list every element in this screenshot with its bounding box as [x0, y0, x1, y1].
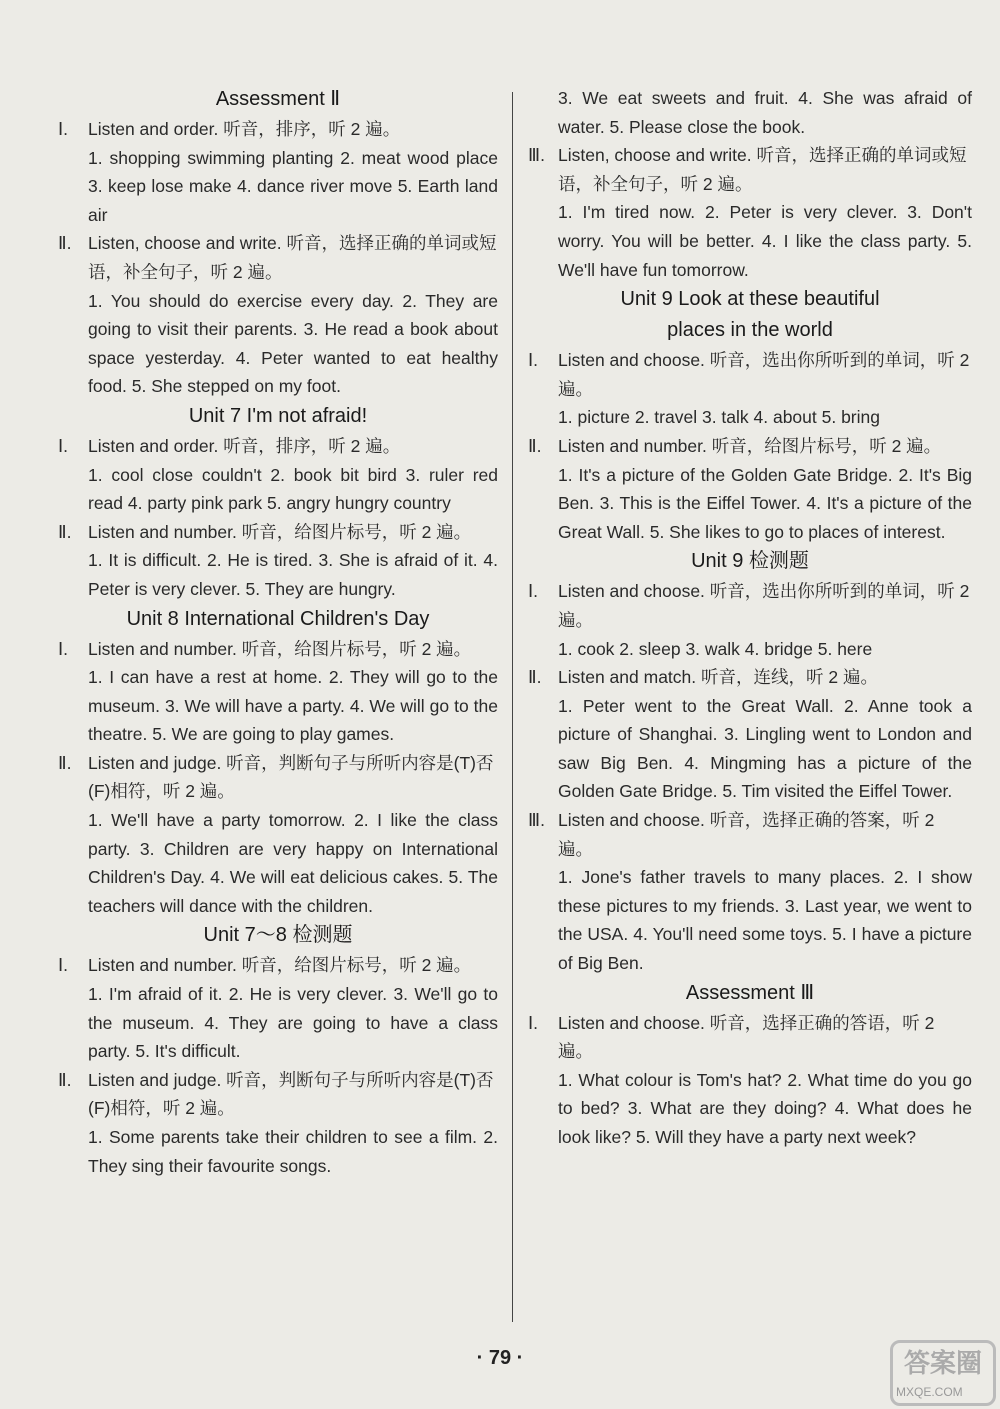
question	[528, 141, 972, 198]
answer-text: 1. I can have a rest at home. 2. They will go to the museum. 3. We will have a party. 4. We will go to the theatre. 5. We are going to play games.	[88, 667, 498, 745]
section-title: Unit 9 检测题	[691, 550, 809, 573]
question-number: Ⅰ.	[528, 350, 539, 371]
question	[58, 229, 498, 286]
watermark-url: MXQE.COM	[896, 1385, 963, 1399]
answer-text: 1. We'll have a party tomorrow. 2. I like the class party. 3. Children are very happy on International Children's Day. 4. We will eat delicious cakes. 5. The teachers will dance with the children.	[88, 810, 498, 916]
answer-text: 1. picture 2. travel 3. talk 4. about 5. bring	[558, 407, 880, 428]
question-number: Ⅱ.	[528, 435, 542, 456]
question-label: Listen and order. 听音，排序，听 2 遍。	[88, 435, 401, 456]
question-label: Listen, choose and write. 听音，选择正确的单词或短语，补全句子，听 2 遍。	[88, 233, 497, 282]
question-number: Ⅲ.	[528, 810, 545, 831]
question-number: Ⅰ.	[528, 1012, 539, 1033]
answer-text: 1. Jone's father travels to many places. 2. I show these pictures to my friends. 3. Last year, we went to the USA. 4. You'll need some toys. 5. I have a picture of Big Ben.	[558, 867, 972, 974]
answer-text: 1. Some parents take their children to see a film. 2. They sing their favourite songs.	[88, 1127, 498, 1176]
question-label: Listen and number. 听音，给图片标号，听 2 遍。	[88, 955, 472, 976]
question	[528, 663, 972, 692]
question-number: Ⅱ.	[58, 521, 72, 542]
section-title: Unit 8 International Children's Day	[126, 607, 430, 630]
section-title: Assessment Ⅱ	[215, 88, 341, 110]
question	[58, 1066, 498, 1123]
question	[528, 806, 972, 863]
section-title: Unit 9 Look at these beautiful	[620, 288, 880, 311]
question-number: Ⅱ.	[58, 233, 72, 254]
column-divider	[512, 92, 513, 1322]
question-number: Ⅱ.	[58, 1069, 72, 1090]
section-title: places in the world	[667, 319, 833, 342]
answer-text: 1. It is difficult. 2. He is tired. 3. She is afraid of it. 4. Peter is very clever. 5. They are hungry.	[88, 550, 498, 599]
question-number: Ⅱ.	[528, 667, 542, 688]
answer-text: 1. Peter went to the Great Wall. 2. Anne took a picture of Shanghai. 3. Lingling went to London and saw Big Ben. 4. Mingming has a picture of the Golden Gate Bridge. 5. Tim visited the Eiffel Tower.	[558, 695, 972, 802]
answer-text: 1. shopping swimming planting 2. meat wood place 3. keep lose make 4. dance river move 5. Earth land air	[88, 147, 498, 225]
answer-text: 1. cool close couldn't 2. book bit bird 3. ruler red read 4. party pink park 5. angry hungry country	[88, 464, 498, 514]
question-label: Listen and choose. 听音，选择正确的答案，听 2 遍。	[558, 810, 935, 859]
answer-text: 1. What colour is Tom's hat? 2. What time do you go to bed? 3. What are they doing? 4. What does he look like? 5. Will they have a party next week?	[558, 1069, 972, 1147]
question	[58, 432, 498, 461]
answer-text: 1. I'm afraid of it. 2. He is very clever. 3. We'll go to the museum. 4. They are going to have a class party. 5. It's difficult.	[88, 984, 498, 1062]
answer-text: 1. You should do exercise every day. 2. They are going to visit their parents. 3. He read a book about space yesterday. 4. Peter wanted to eat healthy food. 5. She stepped on my foot.	[88, 290, 498, 397]
question	[58, 518, 498, 547]
question-number: Ⅰ.	[58, 119, 69, 139]
question	[528, 432, 972, 461]
question-label: Listen and choose. 听音，选出你所听到的单词，听 2 遍。	[558, 350, 970, 399]
question-label: Listen and judge. 听音，判断句子与所听内容是(T)否(F)相符，听 2 遍。	[88, 752, 494, 802]
question-label: Listen and order. 听音，排序，听 2 遍。	[88, 119, 401, 139]
question-label: Listen and number. 听音，给图片标号，听 2 遍。	[558, 435, 942, 456]
question	[528, 346, 972, 403]
question-label: Listen and match. 听音，连线，听 2 遍。	[558, 667, 878, 688]
section-title: Unit 7～8 检测题	[203, 924, 353, 947]
question-number: Ⅲ.	[528, 145, 545, 166]
answer-text: 1. I'm tired now. 2. Peter is very clever. 3. Don't worry. You will be better. 4. I like the class party. 5. We'll have fun tomorrow.	[558, 202, 972, 280]
right-column	[528, 84, 972, 1152]
question-label: Listen, choose and write. 听音，选择正确的单词或短语，补全句子，听 2 遍。	[558, 145, 967, 194]
question-number: Ⅰ.	[58, 638, 69, 659]
question-number: Ⅰ.	[528, 581, 539, 602]
section-title: Unit 7 I'm not afraid!	[188, 404, 368, 427]
answer-text: 1. cook 2. sleep 3. walk 4. bridge 5. here	[558, 638, 873, 659]
question	[528, 1009, 972, 1066]
answer-text: 3. We eat sweets and fruit. 4. She was afraid of water. 5. Please close the book.	[558, 88, 972, 137]
question-number: Ⅰ.	[58, 955, 69, 976]
page-number: · 79 ·	[476, 1347, 524, 1369]
left-column	[58, 84, 498, 1180]
question-number: Ⅱ.	[58, 752, 72, 773]
question-label: Listen and judge. 听音，判断句子与所听内容是(T)否(F)相符，听 2 遍。	[88, 1069, 494, 1119]
section-title: Assessment Ⅲ	[685, 981, 815, 1004]
question-label: Listen and number. 听音，给图片标号，听 2 遍。	[88, 521, 472, 542]
answer-text: 1. It's a picture of the Golden Gate Bridge. 2. It's Big Ben. 3. This is the Eiffel Tower. 4. It's a picture of the Great Wall. 5. She likes to go to places of interest.	[558, 464, 972, 542]
question	[58, 749, 498, 806]
question-label: Listen and choose. 听音，选出你所听到的单词，听 2 遍。	[558, 581, 970, 630]
question-label: Listen and choose. 听音，选择正确的答语，听 2 遍。	[558, 1012, 935, 1062]
watermark-logo: 答案圈	[890, 1340, 996, 1406]
question-label: Listen and number. 听音，给图片标号，听 2 遍。	[88, 638, 472, 659]
question	[528, 577, 972, 634]
question-number: Ⅰ.	[58, 435, 69, 456]
question	[58, 951, 498, 980]
question	[58, 635, 498, 664]
question	[58, 115, 498, 144]
